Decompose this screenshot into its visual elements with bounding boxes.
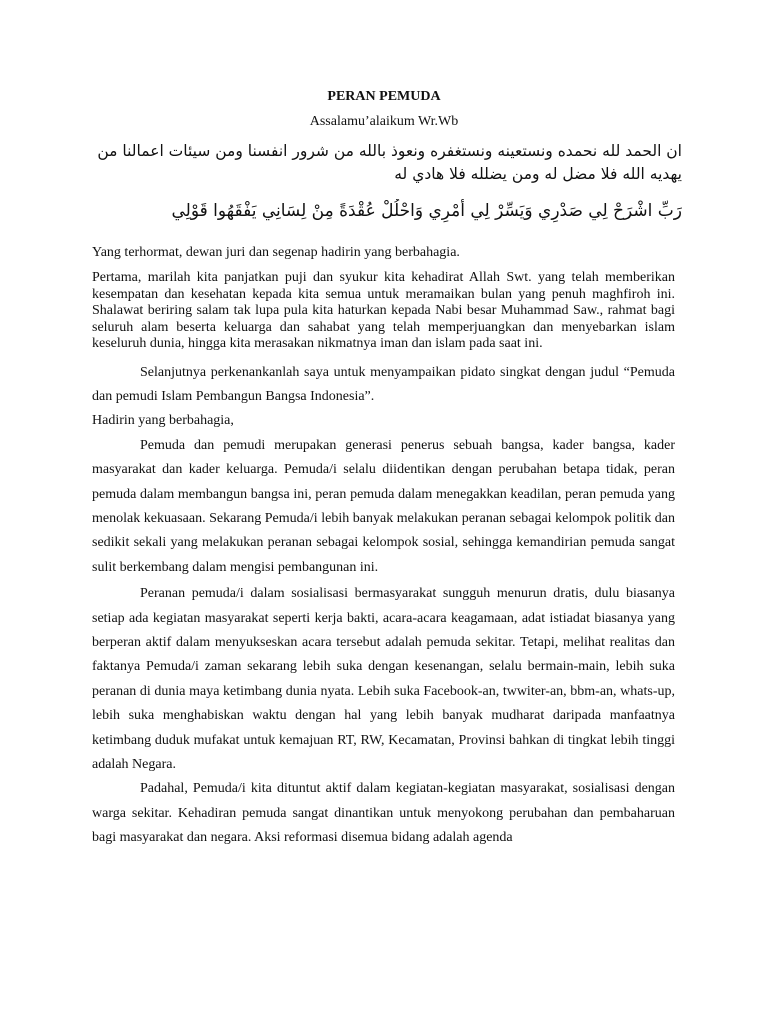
spacer xyxy=(92,353,675,361)
paragraph-speech-topic: Selanjutnya perkenankanlah saya untuk menyampaikan pidato singkat dengan judul “Pemuda dan pemudi Islam Pembangun Bangsa Indonesia”. xyxy=(92,364,675,404)
arabic-prayer-line: رَبِّ اشْرَحْ لِي صَدْرِي وَيَسِّرْ لِي أَمْرِي وَاحْلُلْ عُقْدَةً مِنْ لِسَانِي يَفْقَهُوا قَوْلِي xyxy=(171,201,682,221)
paragraph-youth-expectation: Padahal, Pemuda/i kita dituntut aktif dalam kegiatan-kegiatan masyarakat, sosialisasi dengan warga sekitar. Kehadiran pemuda sangat dinantikan untuk menyokong perubahan dan pembaharuan bagi masyarakat dan negara. Aksi reformasi disemua bidang adalah agenda xyxy=(92,781,675,846)
paragraph-salutation: Yang terhormat, dewan juri dan segenap hadirin yang berbahagia. xyxy=(92,245,460,260)
speech-body xyxy=(92,244,675,851)
paragraph-opening-praise: Pertama, marilah kita panjatkan puji dan syukur kita kehadirat Allah Swt. yang telah memberikan kesempatan dan kesehatan kepada kita semua untuk meramaikan bulan yang penuh maghfiroh ini. Shalawat beriring salam tak lupa pula kita haturkan kepada Nabi besar Muhammad Saw., rahmat bagi seluruh alam beserta keluarga dan sahabat yang telah memperjuangkan dan menyebarkan islam keseluruh dunia, hingga kita merasakan nikmatnya iman dan islam pada saat ini. xyxy=(92,270,675,351)
document-title: PERAN PEMUDA xyxy=(327,89,441,104)
paragraph-audience-address: Hadirin yang berbahagia, xyxy=(92,413,234,429)
arabic-opening-line-2: يهديه الله فلا مضل له ومن يضلله فلا هادي له xyxy=(394,165,682,183)
paragraph-youth-role: Pemuda dan pemudi merupakan generasi penerus sebuah bangsa, kader bangsa, kader masyarakat dan kader keluarga. Pemuda/i selalu diidentikan dengan perubahan betapa tidak, peran pemuda dalam membangun bangsa ini, peran pemuda dalam menegakkan keadilan, peran pemuda yang menolak kekuasaan. Sekarang Pemuda/i lebih banyak melakukan peranan sebagai kelompok politik dan sedikit sekali yang melakukan peranan sebagai kelompok sosial, sehingga kemandirian pemuda sangat sulit berkembang dalam mengisi pembangunan ini. xyxy=(92,437,675,575)
arabic-opening-line-1: ان الحمد لله نحمده ونستعينه ونستغفره ونعوذ بالله من شرور انفسنا ومن سيئات اعمالنا من xyxy=(97,142,682,160)
opening-greeting: Assalamu’alaikum Wr.Wb xyxy=(309,114,459,129)
paragraph-youth-socialization: Peranan pemuda/i dalam sosialisasi bermasyarakat sungguh menurun dratis, dulu biasanya setiap ada kegiatan masyarakat seperti kerja bakti, acara-acara keagamaan, adat istiadat biasanya yang berperan aktif dalam menyukseskan acara tersebut adalah pemuda sekitar. Tetapi, melihat realitas dan faktanya Pemuda/i zaman sekarang lebih suka dengan kesenangan, selalu bermain-main, lebih suka peranan di dunia maya ketimbang dunia nyata. Lebih suka Facebook-an, twwiter-an, bbm-an, whats-up, lebih suka menghabiskan waktu dengan hal yang lebih banyak mudharat daripada manfaatnya ketimbang duduk mufakat untuk kemajuan RT, RW, Kecamatan, Provinsi bahkan di tingkat lebih tinggi adalah Negara. xyxy=(92,586,675,772)
